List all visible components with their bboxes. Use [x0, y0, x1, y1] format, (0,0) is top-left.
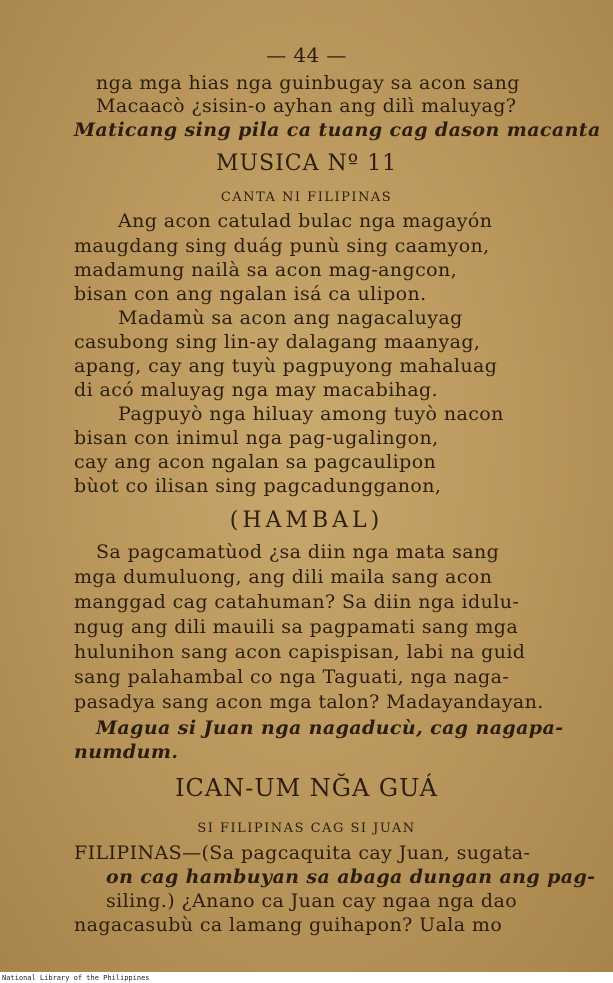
prose-line: sang palahambal co nga Taguati, nga naga-: [74, 666, 510, 688]
page-number: — 44 —: [266, 43, 347, 67]
prose-line: Sa pagcamatùod ¿sa diin nga mata sang: [96, 541, 500, 563]
stage-direction: Magua si Juan nga nagaducù, cag nagapa-: [96, 717, 564, 739]
section-subtitle: CANTA NI FILIPINAS: [220, 190, 393, 205]
hambal-title: (HAMBAL): [229, 508, 384, 533]
poem-line: bùot co ilisan sing pagcadungganon,: [74, 475, 442, 497]
poem-line: Madamù sa acon ang nagacaluyag: [118, 307, 463, 329]
prose-line: manggad cag catahuman? Sa diin nga idulu-: [74, 591, 520, 613]
poem-line: madamung nailà sa acon mag-angcon,: [74, 259, 458, 281]
text-line-italic: Maticang sing pila ca tuang cag dason macanta: [74, 119, 601, 141]
poem-line: apang, cay ang tuyù pagpuyong mahaluag: [74, 355, 498, 377]
poem-line: Pagpuyò nga hiluay among tuyò nacon: [118, 403, 504, 425]
poem-line: cay ang acon ngalan sa pagcaulipon: [74, 451, 437, 473]
poem-line: di acó maluyag nga may macabihag.: [74, 379, 439, 401]
poem-line: maugdang sing duág punù sing caamyon,: [74, 235, 490, 257]
prose-line: pasadya sang acon mga talon? Madayandayan.: [74, 691, 544, 713]
poem-line: casubong sing lin-ay dalagang maanyag,: [74, 331, 481, 353]
prose-line: ngug ang dili mauili sa pagpamati sang mga: [74, 616, 519, 638]
section-title: ICAN-UM NĞA GUÁ: [175, 774, 438, 802]
text-line: nga mga hias nga guinbugay sa acon sang: [96, 72, 520, 94]
stage-direction: numdum.: [74, 741, 179, 763]
poem-line: Ang acon catulad bulac nga magayón: [118, 210, 493, 232]
section-title: MUSICA Nº 11: [215, 151, 398, 176]
section-subtitle: SI FILIPINAS CAG SI JUAN: [197, 821, 416, 836]
prose-line: hulunihon sang acon capispisan, labi na guid: [74, 641, 526, 663]
poem-line: bisan con ang ngalan isá ca ulipon.: [74, 283, 427, 305]
prose-line: mga dumuluong, ang dili maila sang acon: [74, 566, 493, 588]
library-footer: National Library of the Philippines: [2, 974, 150, 982]
text-line: Macaacò ¿sisin-o ayhan ang dilì maluyag?: [96, 95, 517, 117]
dialogue-line: siling.) ¿Anano ca Juan cay ngaa nga dao: [106, 890, 518, 912]
dialogue-line: on cag hambuyan sa abaga dungan ang pag-: [106, 866, 596, 888]
poem-line: bisan con inimul nga pag-ugalingon,: [74, 427, 439, 449]
dialogue-line: nagacasubù ca lamang guihapon? Uala mo: [74, 914, 503, 936]
dialogue-line: FILIPINAS—(Sa pagcaquita cay Juan, sugata-: [74, 842, 531, 864]
